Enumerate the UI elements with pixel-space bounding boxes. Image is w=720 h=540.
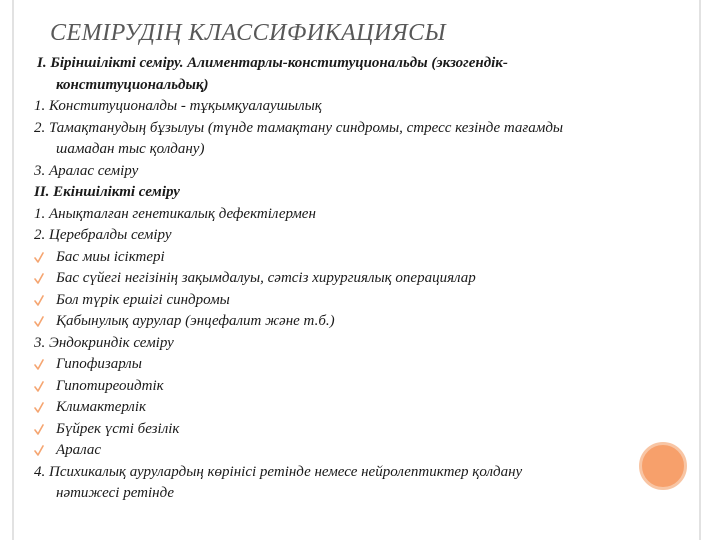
bullet-item xyxy=(34,419,684,441)
slide-frame-left xyxy=(12,0,14,540)
slide-title: СЕМІРУДІҢ КЛАССИФИКАЦИЯСЫ xyxy=(50,20,447,46)
checkmark-icon xyxy=(34,272,44,285)
list-line: ІІ. Екіншілікті семіру xyxy=(34,184,180,200)
checkmark-icon xyxy=(34,358,44,371)
bullet-item-text: Бас миы ісіктері xyxy=(56,248,165,265)
bullet-item xyxy=(34,397,684,419)
list-line: 1. Анықталған генетикалық дефектілермен xyxy=(34,205,316,222)
list-line: шамадан тыс қолдану) xyxy=(56,141,205,157)
bullet-item xyxy=(34,376,684,398)
list-line: конституциональдық) xyxy=(56,76,209,93)
bullet-item-text: Бол түрік ершігі синдромы xyxy=(56,291,230,308)
list-line: І. Біріншілікті семіру. Алиментарлы-конституциональды (экзогендік- xyxy=(37,55,508,71)
list-line: 2. Церебралды семіру xyxy=(34,227,172,243)
bullet-item-text: Климактерлік xyxy=(56,399,147,415)
checkmark-icon xyxy=(34,251,44,264)
bullet-item-text: Гипотиреоидтік xyxy=(56,377,164,394)
checkmark-icon xyxy=(34,315,44,328)
list-line: 3. Аралас семіру xyxy=(34,162,139,179)
checkmark-icon xyxy=(34,423,44,436)
bullet-item xyxy=(34,440,684,462)
bullet-item-text: Бүйрек үсті безілік xyxy=(56,420,180,437)
bullet-item xyxy=(34,290,684,312)
checkmark-icon xyxy=(34,444,44,457)
bullet-item xyxy=(34,354,684,376)
checkmark-icon xyxy=(34,380,44,393)
bullet-item xyxy=(34,311,684,333)
bullet-item-text: Қабынулық аурулар (энцефалит және т.б.) xyxy=(56,313,335,329)
bullet-item xyxy=(34,247,684,269)
bullet-item-text: Бас сүйегі негізінің зақымдалуы, сәтсіз хирургиялық операциялар xyxy=(56,270,476,286)
bullet-item-text: Аралас xyxy=(56,442,102,458)
list-line: 4. Психикалық аурулардың көрінісі ретінде немесе нейролептиктер қолдану xyxy=(34,463,523,480)
list-line: нәтижесі ретінде xyxy=(56,485,175,501)
checkmark-icon xyxy=(34,294,44,307)
bullet-item-text: Гипофизарлы xyxy=(56,356,142,372)
classification-list xyxy=(34,53,684,505)
decorative-orange-circle xyxy=(639,442,687,490)
slide-frame-right xyxy=(699,0,701,540)
list-line: 3. Эндокриндік семіру xyxy=(34,334,174,351)
bullet-item xyxy=(34,268,684,290)
list-line: 1. Конституционалды - тұқымқуалаушылық xyxy=(34,98,322,114)
checkmark-icon xyxy=(34,401,44,414)
list-line: 2. Тамақтанудың бұзылуы (түнде тамақтану синдромы, стресс кезінде тағамды xyxy=(34,119,564,136)
